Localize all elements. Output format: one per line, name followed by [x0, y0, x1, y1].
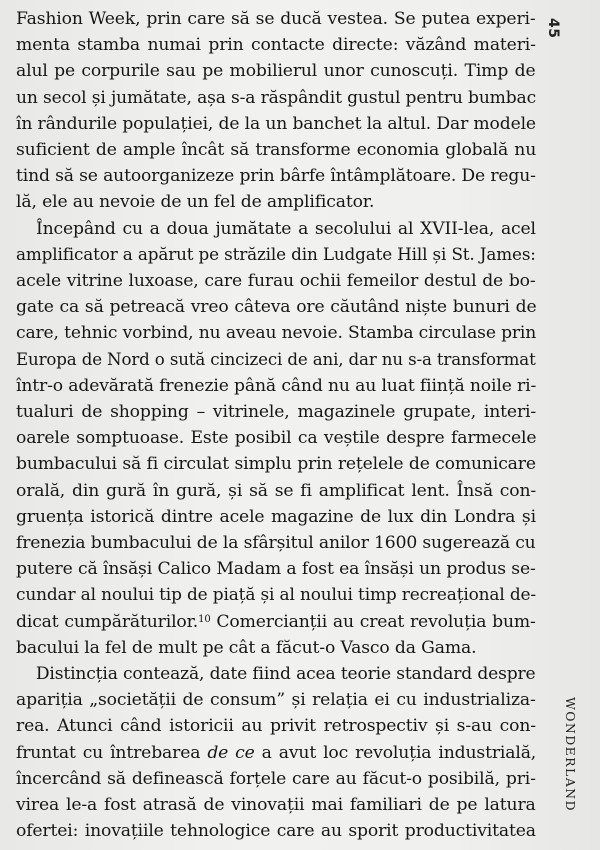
- text-line: tind să se autoorganizeze prin bârfe întâmplătoare. De regu-: [16, 166, 536, 187]
- text-line: bacului la fel de mult pe cât a făcut-o Vasco da Gama.: [16, 637, 477, 658]
- text-line: acele vitrine luxoase, care furau ochii femeilor destul de bo-: [16, 271, 536, 292]
- text-line: într-o adevărată frenezie până când nu au luat ființă noile ri-: [16, 375, 537, 396]
- text-line: cundar al noului tip de piață și al noului timp recreațional de-: [16, 585, 536, 606]
- text-line: [16, 609, 536, 635]
- text-line: rea. Atunci când istoricii au privit retrospectiv și s-au con-: [16, 716, 536, 737]
- text-line: încercând să definească forțele care au făcut-o posibilă, pri-: [16, 768, 536, 789]
- italic-phrase: de ce: [207, 742, 255, 763]
- body-text: [16, 6, 536, 845]
- text-line: oarele somptuoase. Este posibil ca veștile despre farmecele: [16, 428, 537, 449]
- text-line: ofertei: inovațiile tehnologice care au sporit productivitatea: [16, 821, 536, 842]
- text-line: tualuri de shopping – vitrinele, magazinele grupate, interi-: [16, 402, 537, 423]
- text-line: putere că însăși Calico Madam a fost ea însăși un produs se-: [16, 559, 536, 580]
- text-line: un secol și jumătate, așa s-a răspândit gustul pentru bumbac: [16, 87, 537, 108]
- text-line: Europa de Nord o sută cincizeci de ani, dar nu s-a transformat: [16, 349, 536, 370]
- running-head: WONDERLAND: [563, 697, 578, 812]
- text-fragment: a avut loc revoluția industrială,: [261, 742, 537, 763]
- text-line: alul pe corpurile sau pe mobilierul unor cunoscuți. Timp de: [16, 61, 536, 82]
- text-line: orală, din gură în gură, și să se fi amplificat lent. Însă con-: [16, 480, 537, 501]
- text-line: frenezia bumbacului de la sfârșitul anilor 1600 sugerează cu: [16, 533, 536, 554]
- footnote-reference: 10: [198, 613, 211, 625]
- text-fragment: dicat cumpărăturilor.: [16, 611, 199, 632]
- text-line: apariția „societății de consum” și relația ei cu industrializa-: [16, 690, 536, 711]
- text-line: lă, ele au nevoie de un fel de amplificator.: [16, 192, 375, 213]
- text-line: în rândurile populației, de la un banchet la altul. Dar modele: [16, 113, 536, 134]
- text-line: virea le-a fost atrasă de vinovații mai familiari de pe latura: [16, 795, 536, 816]
- text-line: [16, 740, 536, 766]
- text-line: Distincția contează, date fiind acea teorie standard despre: [35, 664, 536, 685]
- text-line: suficient de ample încât să transforme economia globală nu: [16, 140, 537, 161]
- text-line: gate ca să petreacă vreo câteva ore căutând niște bunuri de: [16, 297, 537, 318]
- text-line: menta stamba numai prin contacte directe: văzând materi-: [16, 35, 536, 56]
- text-line: bumbacului să fi circulat simplu prin rețelele de comunicare: [16, 454, 536, 475]
- text-fragment: Comercianții au creat revoluția bum-: [216, 611, 536, 632]
- text-line: Începând cu a doua jumătate a secolului al XVII-lea, acel: [36, 218, 536, 239]
- text-fragment: fruntat cu întrebarea: [16, 742, 201, 763]
- text-line: care, tehnic vorbind, nu aveau nevoie. Stamba circulase prin: [16, 323, 537, 344]
- text-line: gruența istorică dintre acele magazine de lux din Londra și: [16, 506, 536, 527]
- paragraph-1: [16, 6, 536, 216]
- paragraph-2: [16, 216, 536, 661]
- text-line: amplificator a apărut pe străzile din Ludgate Hill și St. James:: [16, 244, 536, 265]
- paragraph-3: [16, 661, 536, 844]
- page-number: 45: [545, 18, 561, 39]
- text-line: Fashion Week, prin care să se ducă vestea. Se putea experi-: [16, 9, 536, 29]
